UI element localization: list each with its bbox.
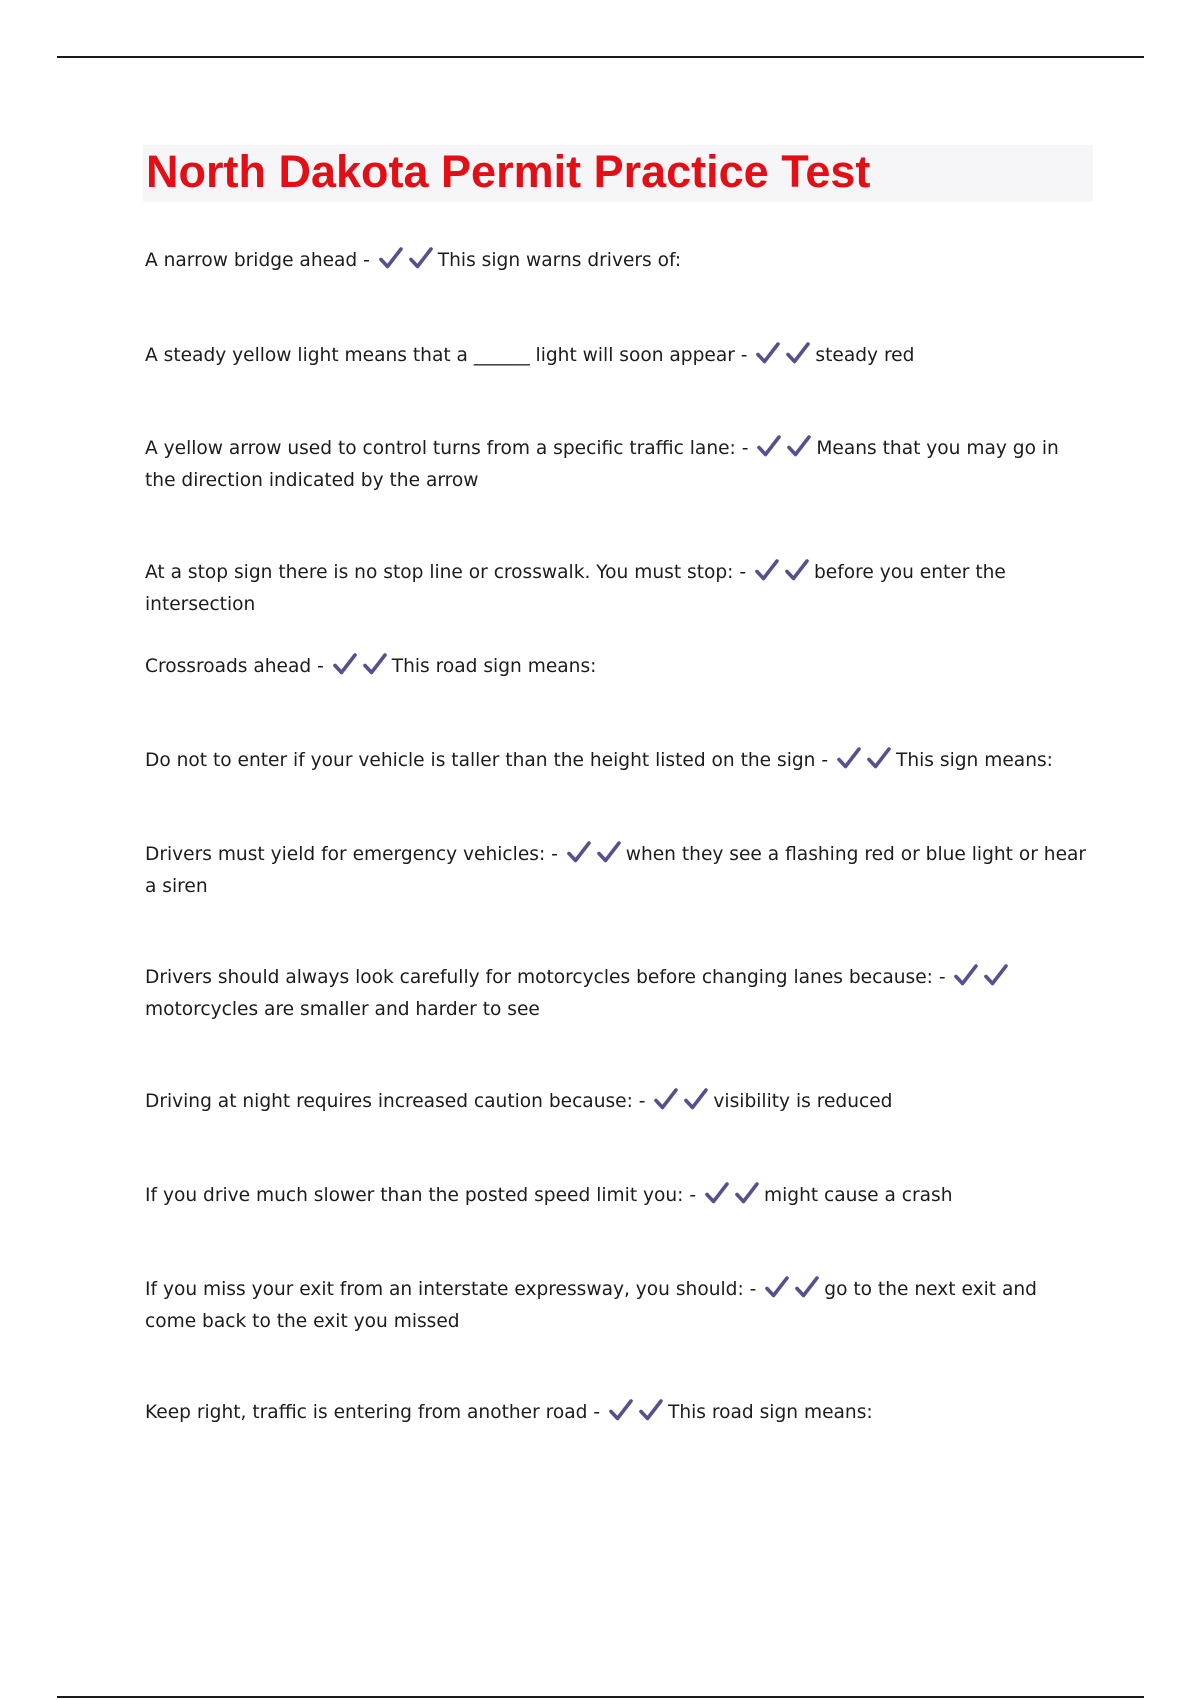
check-marks (705, 1182, 759, 1213)
checkmark-icon (654, 1088, 678, 1110)
check-marks (756, 342, 810, 373)
answer-text: This road sign means: (667, 1402, 873, 1423)
answer-text: This road sign means: (391, 656, 597, 677)
question-text: Crossroads ahead (145, 656, 312, 677)
qa-item (145, 246, 1090, 278)
separator: - (632, 1091, 652, 1112)
checkmark-icon (837, 747, 861, 769)
qa-item (145, 963, 1090, 1024)
separator: - (587, 1402, 606, 1423)
separator: - (735, 438, 755, 459)
checkmark-icon (757, 435, 781, 457)
checkmark-icon (765, 1276, 789, 1298)
question-text: At a stop sign there is no stop line or crosswalk. You must stop: (145, 562, 734, 583)
check-marks (755, 559, 809, 590)
answer-text: visibility is reduced (713, 1091, 893, 1112)
separator: - (683, 1185, 702, 1206)
check-marks (954, 964, 1008, 995)
answer-text: This sign means: (896, 750, 1053, 771)
checkmark-icon (984, 964, 1008, 986)
separator: - (743, 1279, 763, 1300)
check-marks (765, 1276, 819, 1307)
question-text: Drivers must yield for emergency vehicles: (145, 844, 546, 865)
question-text: Driving at night requires increased caution because: (145, 1091, 633, 1112)
checkmark-icon (684, 1088, 708, 1110)
checkmark-icon (756, 342, 780, 364)
separator: - (815, 750, 834, 771)
checkmark-icon (333, 653, 357, 675)
answer-text: motorcycles are smaller and harder to see (145, 999, 540, 1020)
check-marks (333, 653, 387, 684)
question-text: If you miss your exit from an interstate expressway, you should: (145, 1279, 744, 1300)
question-text: Keep right, traffic is entering from another road (145, 1402, 588, 1423)
separator: - (932, 967, 952, 988)
qa-item (145, 1087, 1090, 1119)
separator: - (733, 562, 752, 583)
check-marks (567, 841, 621, 872)
answer-text: Means that you may go in the direction indicated by the arrow (145, 438, 1059, 491)
question-text: A steady yellow light means that a ______ light will soon appear (145, 345, 735, 366)
checkmark-icon (609, 1399, 633, 1421)
checkmark-icon (787, 435, 811, 457)
qa-item (145, 558, 1090, 619)
qa-item (145, 434, 1090, 495)
checkmark-icon (795, 1276, 819, 1298)
check-marks (609, 1399, 663, 1430)
check-marks (379, 247, 433, 278)
qa-item (145, 341, 1090, 373)
checkmark-icon (735, 1182, 759, 1204)
checkmark-icon (379, 247, 403, 269)
checkmark-icon (567, 841, 591, 863)
checkmark-icon (705, 1182, 729, 1204)
answer-text: might cause a crash (763, 1185, 953, 1206)
check-marks (837, 747, 891, 778)
checkmark-icon (867, 747, 891, 769)
qa-item (145, 1181, 1090, 1213)
separator: - (357, 250, 376, 271)
checkmark-icon (954, 964, 978, 986)
bottom-rule (57, 1696, 1144, 1698)
qa-item (145, 652, 1090, 684)
checkmark-icon (409, 247, 433, 269)
question-text: Drivers should always look carefully for motorcycles before changing lanes because: (145, 967, 933, 988)
answer-text: This sign warns drivers of: (437, 250, 682, 271)
top-rule (57, 56, 1144, 58)
checkmark-icon (755, 559, 779, 581)
qa-item (145, 746, 1090, 778)
answer-text: before you enter the intersection (145, 562, 1006, 615)
checkmark-icon (786, 342, 810, 364)
separator: - (545, 844, 564, 865)
checkmark-icon (639, 1399, 663, 1421)
check-marks (654, 1088, 708, 1119)
question-text: If you drive much slower than the posted speed limit you: (145, 1185, 684, 1206)
separator: - (311, 656, 330, 677)
separator: - (734, 345, 754, 366)
page-title: North Dakota Permit Practice Test (146, 146, 871, 197)
qa-item (145, 1398, 1090, 1430)
qa-item (145, 840, 1090, 901)
checkmark-icon (785, 559, 809, 581)
checkmark-icon (597, 841, 621, 863)
question-text: Do not to enter if your vehicle is taller than the height listed on the sign (145, 750, 816, 771)
question-text: A narrow bridge ahead (145, 250, 358, 271)
answer-text: go to the next exit and come back to the exit you missed (145, 1279, 1037, 1332)
checkmark-icon (363, 653, 387, 675)
answer-text: steady red (815, 345, 915, 366)
question-text: A yellow arrow used to control turns from a specific traffic lane: (145, 438, 736, 459)
check-marks (757, 435, 811, 466)
answer-text: when they see a flashing red or blue light or hear a siren (145, 844, 1087, 897)
qa-item (145, 1275, 1090, 1336)
